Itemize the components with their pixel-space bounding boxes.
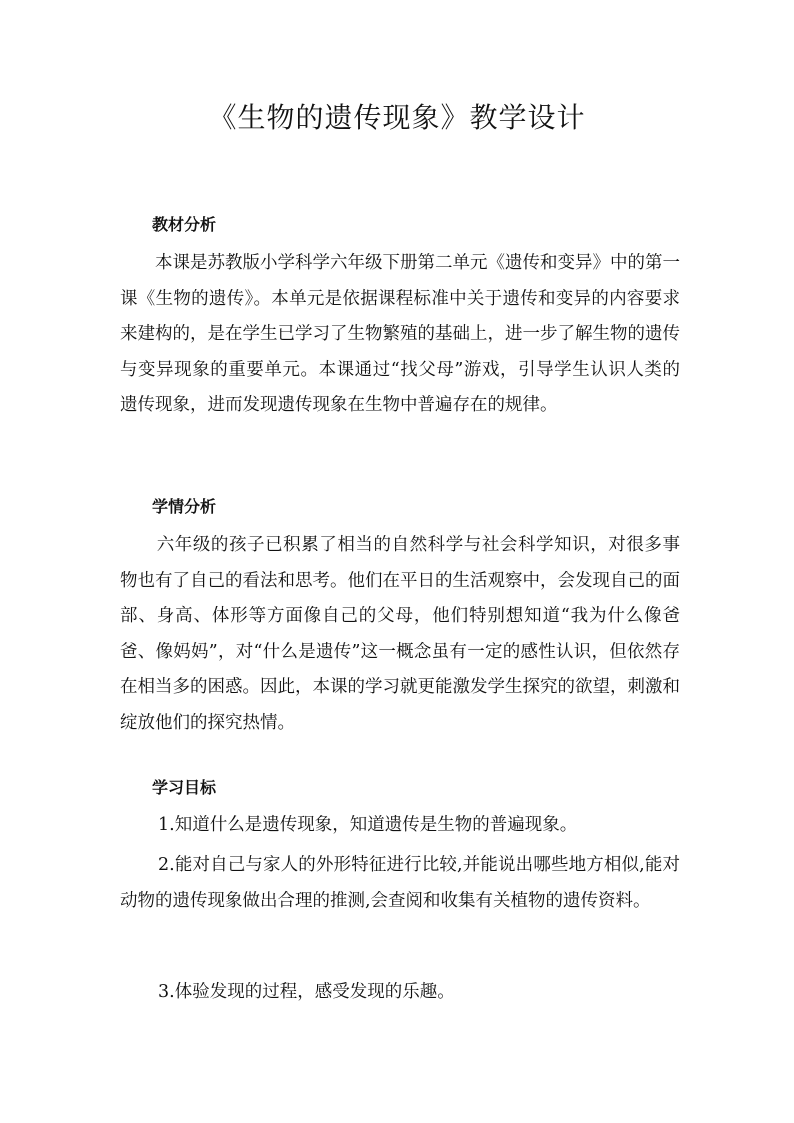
paragraph-students: 六年级的孩子已积累了相当的自然科学与社会科学知识，对很多事物也有了自己的看法和思考。他们在平日的生活观察中，会发现自己的面部、身高、体形等方面像自己的父母，他们特别想知道“我为什么像爸爸、像妈妈”，对“什么是遗传”这一概念虽有一定的感性认识，但依然存在相当多的困惑。因此，本课的学习就更能激发学生探究的欲望，刺激和绽放他们的探究热情。: [120, 535, 680, 733]
goal-item-2: 2.能对自己与家人的外形特征进行比较,并能说出哪些地方相似,能对动物的遗传现象做出合理的推测,会查阅和收集有关植物的遗传资料。: [120, 855, 680, 911]
section-heading-goals: 学习目标: [152, 778, 217, 797]
section-heading-students: 学情分析: [152, 497, 217, 516]
goal-item-1: 1.知道什么是遗传现象，知道遗传是生物的普遍现象。: [158, 815, 578, 835]
section-heading-material: 教材分析: [152, 215, 217, 234]
goal-item-3: 3.体验发现的过程，感受发现的乐趣。: [158, 982, 455, 1002]
paragraph-material: 本课是苏教版小学科学六年级下册第二单元《遗传和变异》中的第一课《生物的遗传》。本单元是依据课程标准中关于遗传和变异的内容要求来建构的，是在学生已学习了生物繁殖的基础上，进一步了解生物的遗传与变异现象的重要单元。本课通过“找父母”游戏，引导学生认识人类的遗传现象，进而发现遗传现象在生物中普遍存在的规律。: [120, 253, 680, 415]
document-title: 《生物的遗传现象》教学设计: [208, 101, 586, 134]
